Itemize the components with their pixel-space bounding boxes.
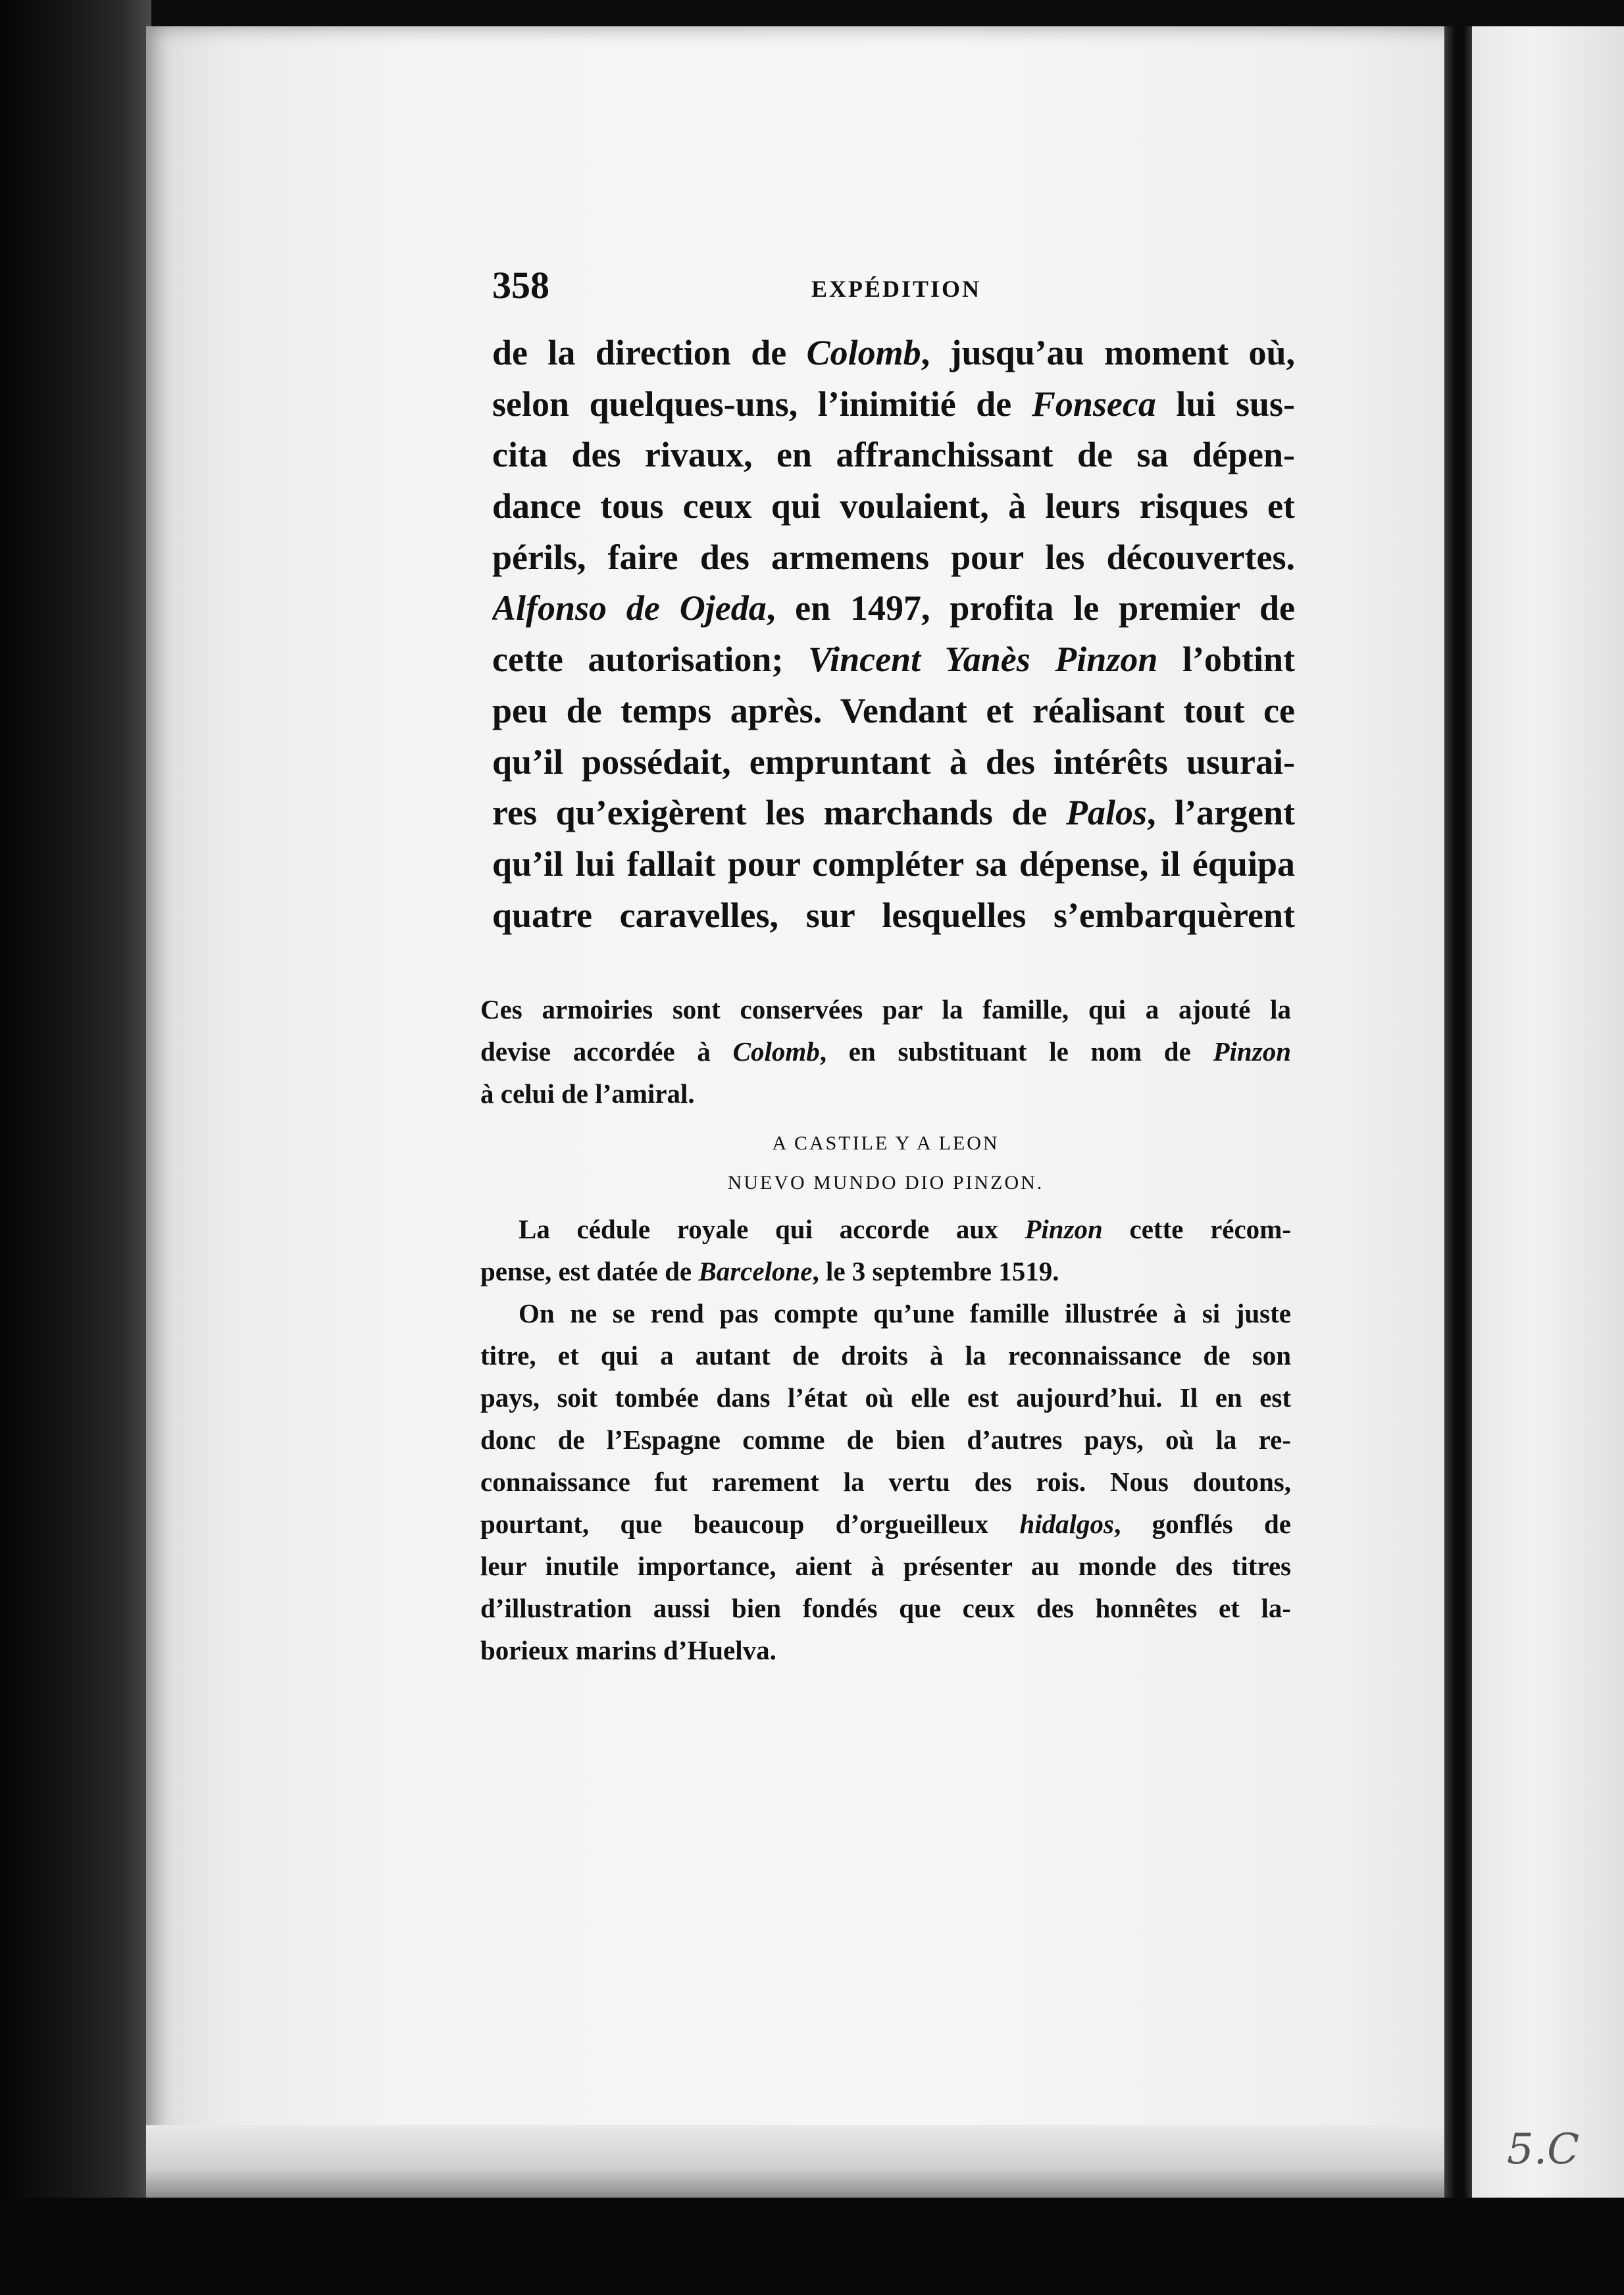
footnote-line: leur inutile importance, aient à présenter au monde des titres (480, 1551, 1291, 1581)
footnote (480, 988, 1291, 1671)
body-line: qu’il possédait, empruntant à des intérêts usurai- (492, 742, 1295, 782)
footnote-line: titre, et qui a autant de droits à la reconnaissance de son (480, 1340, 1291, 1371)
page-number: 358 (492, 264, 549, 307)
footnote-line: Ces armoiries sont conservées par la famille, qui a ajouté la (480, 994, 1291, 1024)
footnote-line: d’illustration aussi bien fondés que ceux des honnêtes et la- (480, 1593, 1291, 1623)
body-text (492, 328, 1295, 941)
page-gutter (1444, 26, 1472, 2217)
motto-line-2: NUEVO MUNDO DIO PINZON. (727, 1172, 1044, 1194)
footnote-line: borieux marins d’Huelva. (480, 1635, 776, 1665)
body-line: selon quelques-uns, l’inimitié de Fonseca lui sus- (492, 384, 1295, 424)
running-head: EXPÉDITION (811, 276, 982, 302)
body-line: dance tous ceux qui voulaient, à leurs risques et (492, 486, 1295, 526)
page-header (492, 263, 1295, 316)
body-line: cette autorisation; Vincent Yanès Pinzon l’obtint (492, 640, 1295, 680)
facing-page-edge (1472, 26, 1624, 2217)
footnote-line: à celui de l’amiral. (480, 1078, 695, 1109)
footnote-line: La cédule royale qui accorde aux Pinzon cette récom- (519, 1214, 1291, 1244)
motto-line-1: A CASTILE Y A LEON (772, 1132, 1000, 1154)
footnote-line: connaissance fut rarement la vertu des rois. Nous doutons, (480, 1467, 1291, 1497)
body-line: périls, faire des armemens pour les découvertes. (492, 537, 1295, 577)
footnote-line: devise accordée à Colomb, en substituant le nom de Pinzon (480, 1036, 1291, 1067)
body-line: Alfonso de Ojeda, en 1497, profita le premier de (492, 588, 1295, 628)
body-line: de la direction de Colomb, jusqu’au moment où, (492, 333, 1295, 372)
footnote-line: On ne se rend pas compte qu’une famille illustrée à si juste (519, 1298, 1291, 1328)
footnote-line: pays, soit tombée dans l’état où elle est aujourd’hui. Il en est (480, 1382, 1291, 1413)
book-spine-shadow (0, 0, 151, 2295)
catalog-mark: 5.C (1507, 2125, 1580, 2174)
footnote-line: donc de l’Espagne comme de bien d’autres pays, où la re- (480, 1425, 1291, 1455)
footnote-line: pense, est datée de Barcelone, le 3 septembre 1519. (480, 1256, 1059, 1286)
body-line: peu de temps après. Vendant et réalisant tout ce (492, 690, 1295, 730)
body-line: qu’il lui fallait pour compléter sa dépense, il équipa (492, 844, 1295, 884)
body-line: cita des rivaux, en affranchissant de sa dépen- (492, 435, 1295, 475)
body-line: res qu’exigèrent les marchands de Palos, l’argent (492, 793, 1295, 833)
body-line: quatre caravelles, sur lesquelles s’embarquèrent (492, 895, 1295, 935)
page-bottom-edge (146, 2125, 1446, 2198)
footnote-line: pourtant, que beaucoup d’orgueilleux hidalgos, gonflés de (480, 1509, 1291, 1539)
scan-bottom-border (0, 2198, 1624, 2295)
